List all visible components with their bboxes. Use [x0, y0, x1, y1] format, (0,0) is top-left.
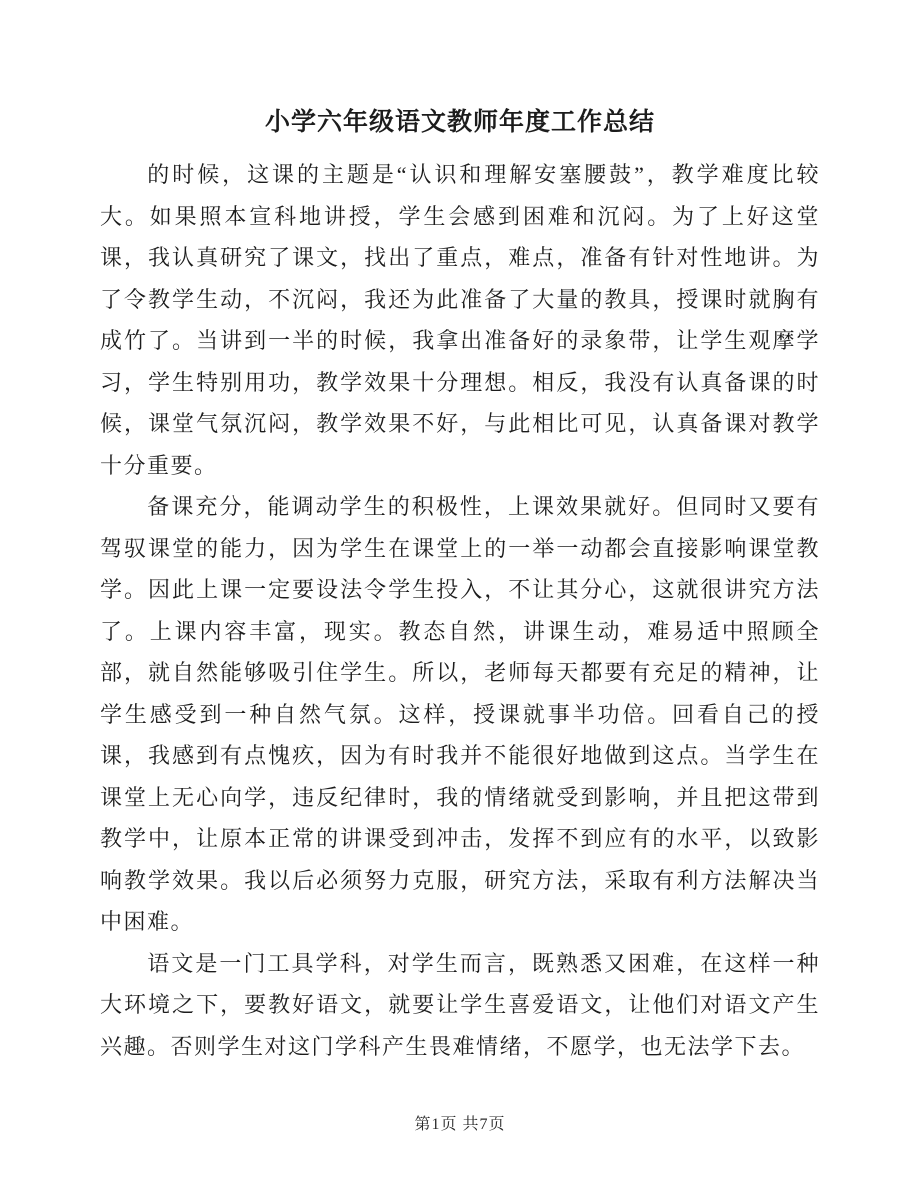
paragraph: 备课充分，能调动学生的积极性，上课效果就好。但同时又要有驾驭课堂的能力，因为学生在课堂上的一举一动都会直接影响课堂教学。因此上课一定要设法令学生投入，不让其分心，这就很讲究方法了。上课内容丰富，现实。教态自然，讲课生动，难易适中照顾全部，就自然能够吸引住学生。所以，老师每天都要有充足的精神，让学生感受到一种自然气氛。这样，授课就事半功倍。回看自己的授课，我感到有点愧疚，因为有时我并不能很好地做到这点。当学生在课堂上无心向学，违反纪律时，我的情绪就受到影响，并且把这带到教学中，让原本正常的讲课受到冲击，发挥不到应有的水平，以致影响教学效果。我以后必须努力克服，研究方法，采取有利方法解决当中困难。 — [100, 494, 820, 934]
page-number-footer: 第1页 共7页 — [414, 1116, 506, 1133]
document-title: 小学六年级语文教师年度工作总结 — [264, 109, 655, 136]
paragraph: 语文是一门工具学科，对学生而言，既熟悉又困难，在这样一种大环境之下，要教好语文，就要让学生喜爱语文，让他们对语文产生兴趣。否则学生对这门学科产生畏难情绪，不愿学，也无法学下去。 — [100, 950, 820, 1059]
paragraph: 的时候，这课的主题是“认识和理解安塞腰鼓”，教学难度比较大。如果照本宣科地讲授，学生会感到困难和沉闷。为了上好这堂课，我认真研究了课文，找出了重点，难点，准备有针对性地讲。为了令教学生动，不沉闷，我还为此准备了大量的教具，授课时就胸有成竹了。当讲到一半的时候，我拿出准备好的录象带，让学生观摩学习，学生特别用功，教学效果十分理想。相反，我没有认真备课的时候，课堂气氛沉闷，教学效果不好，与此相比可见，认真备课对教学十分重要。 — [100, 162, 820, 478]
